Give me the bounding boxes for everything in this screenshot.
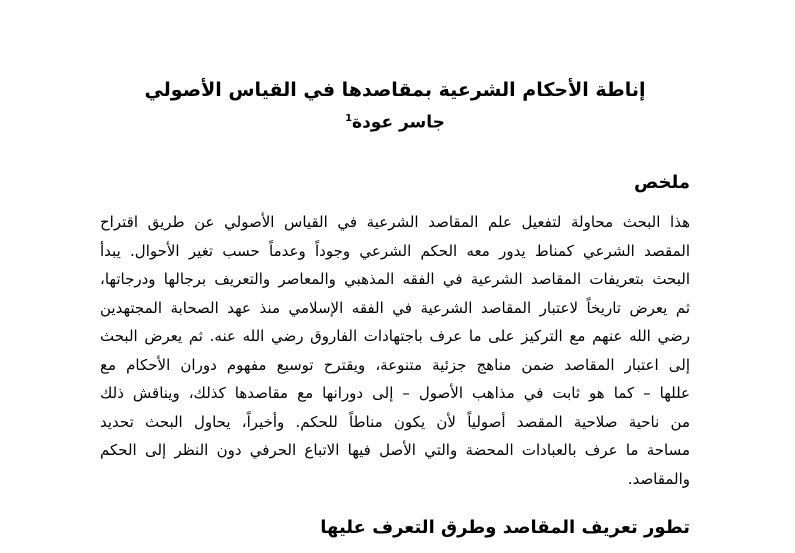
abstract-paragraph xyxy=(100,208,690,493)
paragraph-line: من ناحية صلاحية المقصد أصولياً لأن يكون مناطاً للحكم. وأخيراً، يحاول البحث تحديد xyxy=(100,412,690,431)
paragraph-line: مساحة ما عرف بالعبادات المحضة والتي الأصل فيها الاتباع الحرفي دون النظر إلى الحكم xyxy=(100,441,690,459)
paragraph-line: البحث بتعريفات المقاصد الشرعية في الفقه المذهبي والمعاصر والتعريف برجالها ودرجاتها، xyxy=(100,270,690,288)
paragraph-line: رضي الله عنهم مع التركيز على ما عرف باجتهادات الفاروق رضي الله عنه. ثم يعرض البحث xyxy=(100,327,690,345)
author-name: جاسر عودة xyxy=(352,112,445,133)
paragraph-line: إلى اعتبار المقاصد ضمن مناهج جزئية متنوعة، ويقترح توسيع مفهوم دوران الأحكام مع xyxy=(100,355,690,374)
paragraph-line: المقصد الشرعي كمناط يدور معه الحكم الشرعي وجوداً وعدماً حسب تغير الأحوال. يبدأ xyxy=(100,241,690,260)
paragraph-line: عللها – كما هو ثابت في مذاهب الأصول – إلى دورانها مع مقاصدها كذلك، ويناقش ذلك xyxy=(100,384,690,402)
paragraph-line: ثم يعرض تاريخاً لاعتبار المقاصد الشرعية في الفقه الإسلامي منذ عهد الصحابة المجتهدين xyxy=(100,298,690,317)
paragraph-line: هذا البحث محاولة لتفعيل علم المقاصد الشرعية في القياس الأصولي عن طريق اقتراح xyxy=(100,213,690,231)
page-title: إناطة الأحكام الشرعية بمقاصدها في القياس الأصولي xyxy=(144,79,646,101)
author-line xyxy=(100,107,690,135)
title-block xyxy=(100,76,690,135)
paragraph-line: والمقاصد. xyxy=(627,469,690,488)
abstract-heading: ملخص xyxy=(633,172,690,193)
page-content xyxy=(100,0,690,553)
section-heading: تطور تعريف المقاصد وطرق التعرف عليها xyxy=(320,517,690,538)
author-footnote-mark: 1 xyxy=(345,113,353,124)
